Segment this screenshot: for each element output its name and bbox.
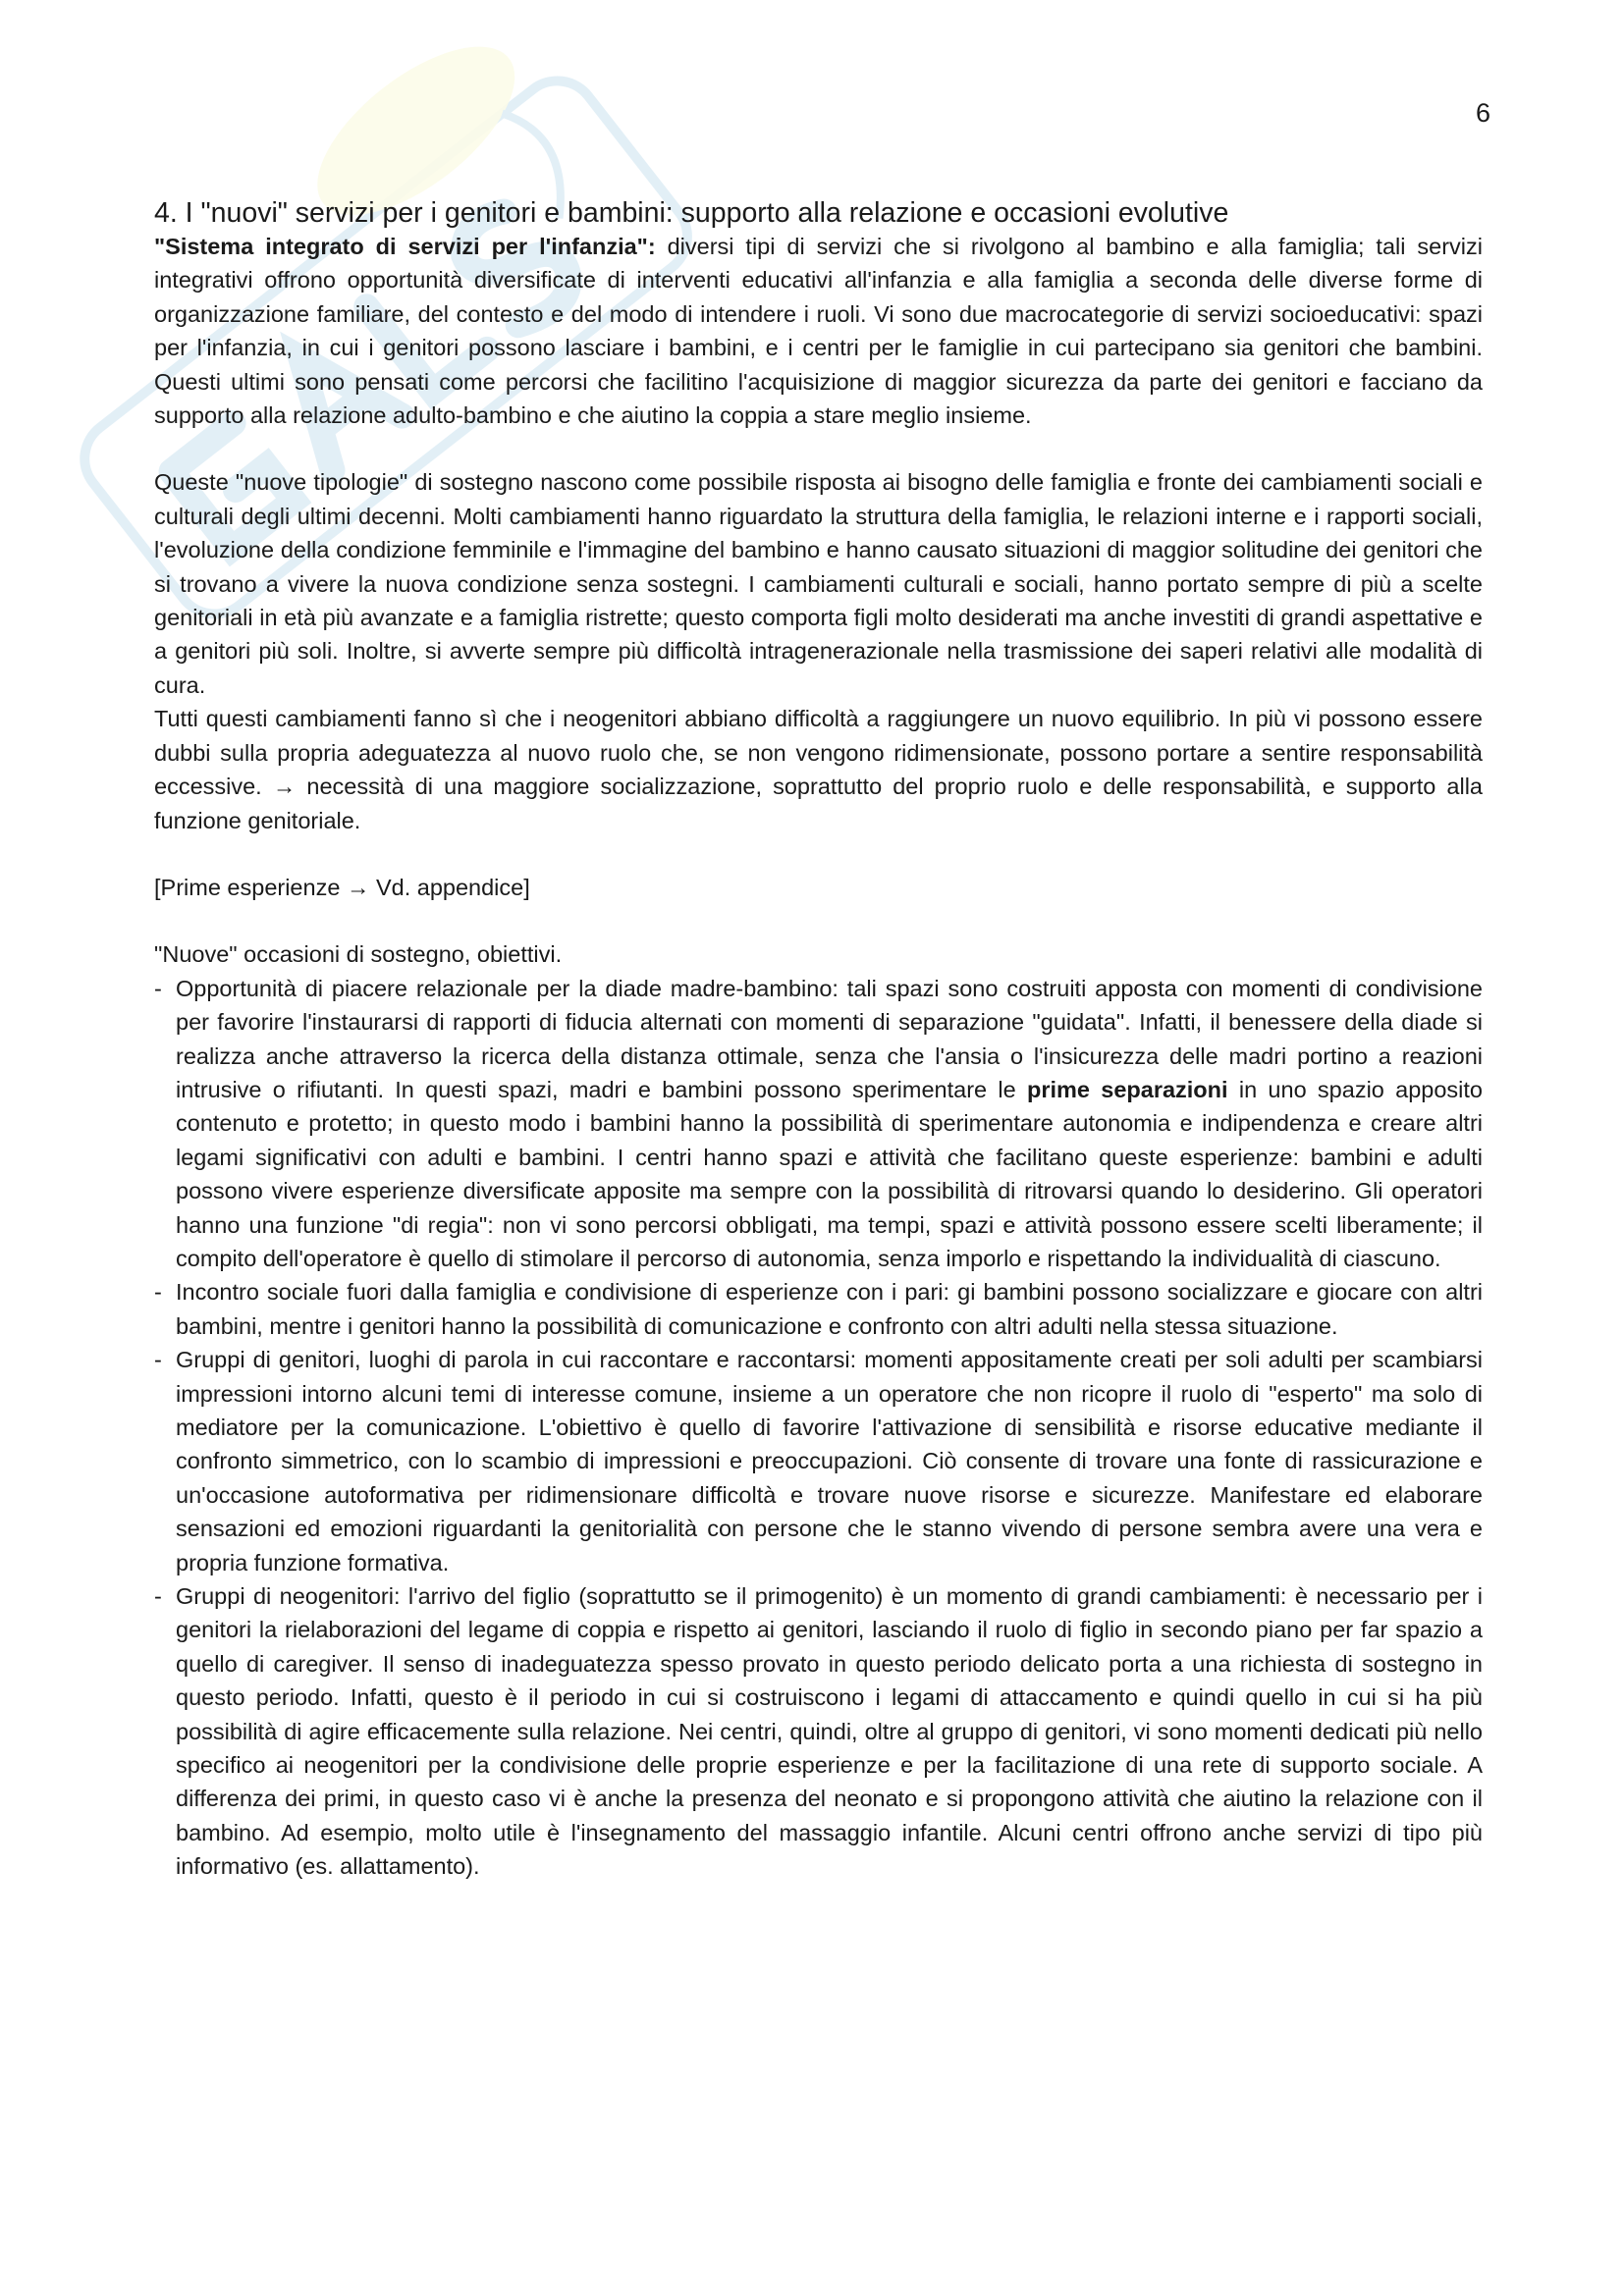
intro-bold-term: "Sistema integrato di servizi per l'infanzia": — [154, 234, 656, 259]
list-item: - Incontro sociale fuori dalla famiglia e condivisione di esperienze con i pari: gi bambini possono socializzare e giocare con altri bambini, mentre i genitori hanno la possibilità di comunicazione e confronto con altri adulti nella stessa situazione. — [154, 1275, 1483, 1343]
objectives-list — [154, 972, 1483, 1884]
intro-paragraph — [154, 230, 1483, 432]
list-item: - Gruppi di neogenitori: l'arrivo del figlio (soprattutto se il primogenito) è un momento di grandi cambiamenti: è necessario per i genitori la rielaborazioni del legame di coppia e rispetto ai genitori, lasciando il ruolo di figlio in secondo piano per far spazio a quello di caregiver. Il senso di inadeguatezza spesso provato in questo periodo delicato porta a una richiesta di sostegno in questo periodo. Infatti, questo è il periodo in cui si costruiscono i legami di attaccamento e quindi quello in cui si ha più possibilità di agire efficacemente sulla relazione. Nei centri, quindi, oltre al gruppo di genitori, vi sono momenti dedicati più nello specifico ai neogenitori per la condivisione delle proprie esperienze e per la facilitazione di una rete di supporto sociale. A differenza dei primi, in questo caso vi è anche la presenza del neonato e si propongono attività che aiutino la relazione con il bambino. Ad esempio, molto utile è l'insegnamento del massaggio infantile. Alcuni centri offrono anche servizi di tipo più informativo (es. allattamento). — [154, 1579, 1483, 1884]
section-heading: 4. I "nuovi" servizi per i genitori e bambini: supporto alla relazione e occasioni evolutive — [154, 197, 1229, 229]
list-item: - Opportunità di piacere relazionale per la diade madre-bambino: tali spazi sono costruiti apposta con momenti di condivisione per favorire l'instaurarsi di rapporti di fiducia alternati con momenti di separazione "guidata". Infatti, il benessere della diade si realizza anche attraverso la ricerca della distanza ottimale, senza che l'ansia o l'insicurezza delle madri portino a reazioni intrusive o rifiutanti. In questi spazi, madri e bambini possono sperimentare le prime separazioni in uno spazio apposito contenuto e protetto; in questo modo i bambini hanno la possibilità di sperimentare autonomia e indipendenza e creare altri legami significativi con adulti e bambini. I centri hanno spazi e attività che facilitano queste esperienze: bambini e adulti possono vivere esperienze diversificate apposite ma sempre con la possibilità di ritrovarsi quando lo desiderino. Gli operatori hanno una funzione "di regia": non vi sono percorsi obbligati, ma tempi, spazi e attività possono essere scelti liberamente; il compito dell'operatore è quello di stimolare il percorso di autonomia, senza imporlo e rispettando la individualità di ciascuno. — [154, 972, 1483, 1276]
list-title: "Nuove" occasioni di sostegno, obiettivi. — [154, 941, 563, 968]
bold-term-prime-separazioni: prime separazioni — [1026, 1076, 1228, 1102]
document-body — [154, 196, 1483, 1884]
intro-text: diversi tipi di servizi che si rivolgono al bambino e alla famiglia; tali servizi integrativi offrono opportunità diversificate di interventi educativi all'infanzia e alla famiglia a seconda delle diverse forme di organizzazione familiare, del contesto e del modo di intendere i ruoli. Vi sono due macrocategorie di servizi socioeducativi: spazi per l'infanzia, in cui i genitori possono lasciare i bambini, e i centri per le famiglie in cui partecipano sia genitori che bambini. Questi ultimi sono pensati come percorsi che facilitino l'acquisizione di maggior sicurezza da parte dei genitori e facciano da supporto alla relazione adulto-bambino e che aiutino la coppia a stare meglio insieme. — [154, 234, 1483, 429]
appendix-note: [Prime esperienze → Vd. appendice] — [154, 874, 530, 900]
page-number: 6 — [1475, 98, 1490, 128]
list-item: - Gruppi di genitori, luoghi di parola in cui raccontare e raccontarsi: momenti appositamente creati per soli adulti per scambiarsi impressioni intorno alcuni temi di interesse comune, insieme a un operatore che non ricopre il ruolo di "esperto" ma solo di mediatore per la comunicazione. L'obiettivo è quello di favorire l'attivazione di sensibilità e risorse educative mediante il confronto simmetrico, con lo scambio di impressioni e preoccupazioni. Ciò consente di trovare una fonte di rassicurazione e un'occasione autoformativa per ridimensionare difficoltà e trovare nuove risorse e sicurezze. Manifestare ed elaborare sensazioni ed emozioni riguardanti la genitorialità con persone che le stanno vivendo di persone sembra avere una vera e propria funzione formativa. — [154, 1343, 1483, 1579]
paragraph-changes: Queste "nuove tipologie" di sostegno nascono come possibile risposta ai bisogno delle famiglia e fronte dei cambiamenti sociali e culturali degli ultimi decenni. Molti cambiamenti hanno riguardato la struttura della famiglia, le relazioni interne e i rapporti sociali, l'evoluzione della condizione femminile e l'immagine del bambino e hanno causato situazioni di maggior solitudine dei genitori che si trovano a vivere la nuova condizione senza sostegni. I cambiamenti culturali e sociali, hanno portato sempre di più a scelte genitoriali in età più avanzate e a famiglia ristrette; questo comporta figli molto desiderati ma anche investiti di grandi aspettative e a genitori più soli. Inoltre, si avverte sempre più difficoltà intragenerazionale nella trasmissione dei saperi relativi alle modalità di cura. — [154, 469, 1483, 698]
paragraph-new-parents: Tutti questi cambiamenti fanno sì che i neogenitori abbiano difficoltà a raggiungere un nuovo equilibrio. In più vi possono essere dubbi sulla propria adeguatezza al nuovo ruolo che, se non vengono ridimensionate, possono portare a sentire responsabilità eccessive. → necessità di una maggiore socializzazione, soprattutto del proprio ruolo e delle responsabilità, e supporto alla funzione genitoriale. — [154, 706, 1483, 833]
